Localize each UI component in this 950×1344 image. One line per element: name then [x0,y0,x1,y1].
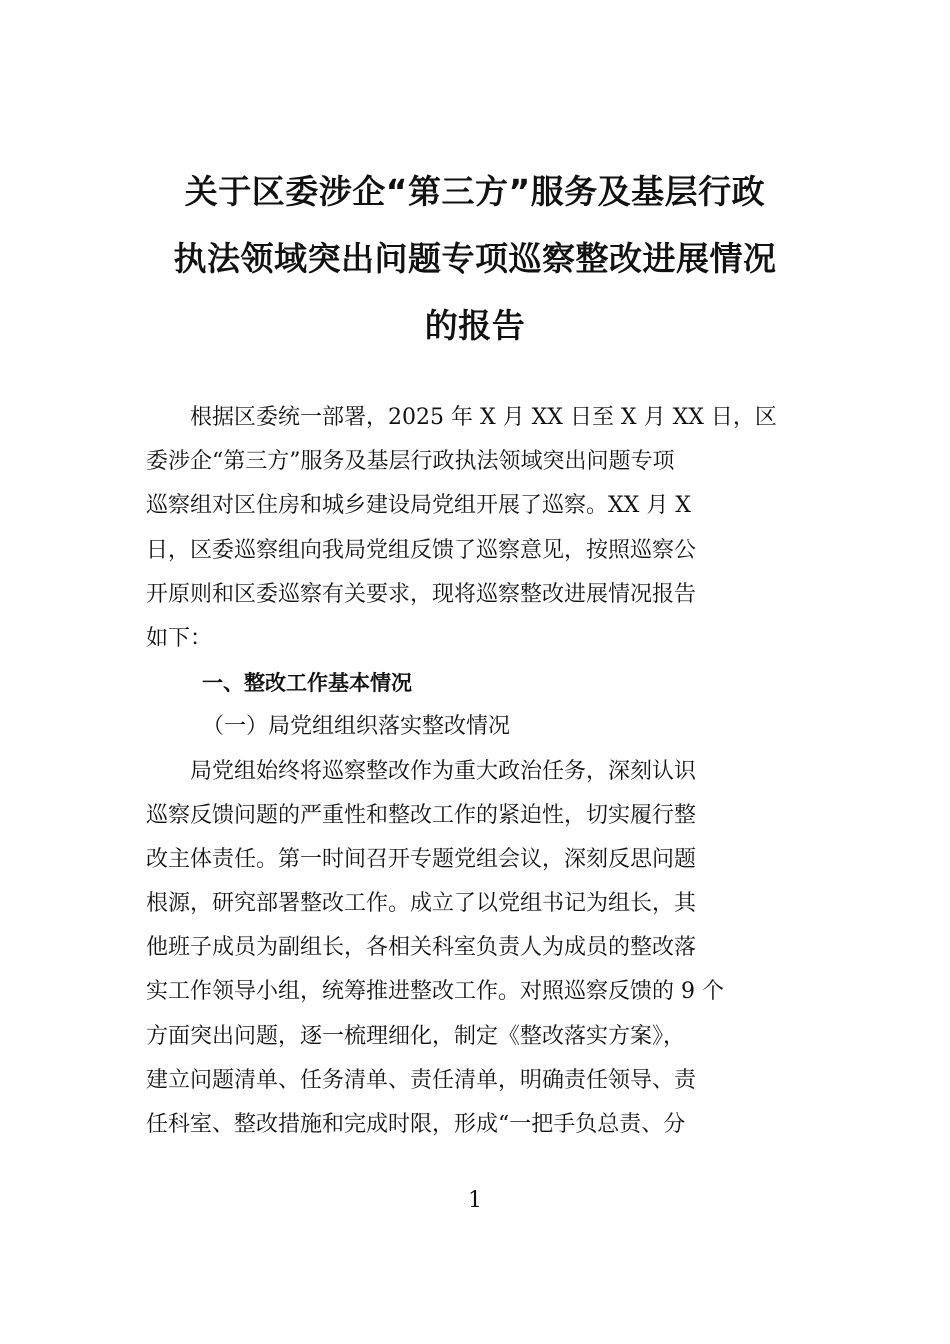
paragraph-line: 实工作领导小组，统筹推进整改工作。对照巡察反馈的 9 个 [146,979,724,1005]
page-number: 1 [468,1188,482,1213]
intro-line: 巡察组对区住房和城乡建设局党组开展了巡察。XX 月 X [146,493,691,519]
document-title [140,158,810,359]
paragraph-line: 建立问题清单、任务清单、责任清单，明确责任领导、责 [146,1067,697,1093]
paragraph-line: 改主体责任。第一时间召开专题党组会议，深刻反思问题 [146,846,697,872]
paragraph-line: 他班子成员为副组长，各相关科室负责人为成员的整改落 [146,935,697,961]
subsection-heading: （一）局党组组织落实整改情况 [202,714,511,740]
paragraph-line: 根源，研究部署整改工作。成立了以党组书记为组长，其 [146,891,697,917]
paragraph-line: 巡察反馈问题的严重性和整改工作的紧迫性，切实履行整 [146,802,697,828]
title-line: 的报告 [424,306,526,345]
paragraph-line: 方面突出问题，逐一梳理细化，制定《整改落实方案》， [146,1023,686,1049]
paragraph-line: 任科室、整改措施和完成时限，形成“一把手负总责、分 [146,1112,686,1137]
intro-line: 根据区委统一部署，2025 年 X 月 XX 日至 X 月 XX 日，区 [190,405,777,430]
section-heading: 一、整改工作基本情况 [202,671,412,696]
intro-line: 开原则和区委巡察有关要求，现将巡察整改进展情况报告 [146,581,697,607]
intro-line: 如下： [146,625,213,651]
intro-line: 日，区委巡察组向我局党组反馈了巡察意见，按照巡察公 [146,537,697,563]
document-body [146,396,806,1147]
paragraph-line: 局党组始终将巡察整改作为重大政治任务，深刻认识 [190,758,697,784]
intro-line: 委涉企“第三方”服务及基层行政执法领域突出问题专项 [146,449,675,475]
title-line: 执法领域突出问题专项巡察整改进展情况 [173,239,777,278]
title-line: 关于区委涉企“第三方”服务及基层行政 [184,172,766,211]
